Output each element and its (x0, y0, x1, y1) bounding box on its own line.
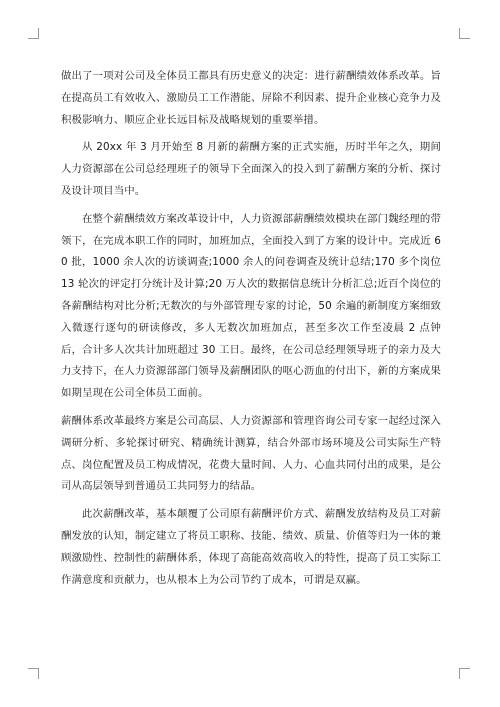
corner-mark-bottom-left (28, 668, 39, 679)
corner-mark-top-right (459, 28, 470, 39)
paragraph-4: 薪酬体系改革最终方案是公司高层、人力资源部和管理咨询公司专家一起经过深入调研分析、多轮探讨研究、精确统计测算，结合外部市场环境及公司实际生产特点、岗位配置及员工构成情况，花费大量时间、人力、心血共同付出的成果，是公司从高层领导到普通员工共同努力的结晶。 (61, 414, 441, 493)
paragraph-1: 做出了一项对公司及全体员工都具有历史意义的决定：进行薪酬绩效体系改革。旨在提高员工有效收入、激励员工工作潜能、屏除不利因素、提升企业核心竞争力及积极影响力、顺应企业长远目标及战略规划的重要举措。 (61, 70, 441, 126)
corner-mark-top-left (28, 28, 39, 39)
corner-mark-bottom-right (459, 668, 470, 679)
document-body (61, 66, 441, 597)
paragraph-2: 从 20xx 年 3 月开始至 8 月新的薪酬方案的正式实施，历时半年之久，期间人力资源部在公司总经理班子的领导下全面深入的投入到了薪酬方案的分析、探讨及设计项目当中。 (61, 141, 441, 197)
paragraph-5: 此次薪酬改革，基本颠覆了公司原有薪酬评价方式、薪酬发放结构及员工对薪酬发放的认知，制定建立了将员工职称、技能、绩效、质量、价值等归为一体的兼顾激励性、控制性的薪酬体系，体现了高能高效高收入的特性，提高了员工实际工作满意度和贡献力，也从根本上为公司节约了成本，可谓是双赢。 (61, 508, 441, 586)
paragraph-3: 在整个薪酬绩效方案改革设计中，人力资源部薪酬绩效模块在部门魏经理的带领下，在完成本职工作的同时，加班加点，全面投入到了方案的设计中。完成近 60 批，1000 余人次的访谈调查;1000 余人的问卷调查及统计总结;170 多个岗位 13 轮次的评定打分统计及计算;20 万人次的数据信息统计分析汇总;近百个岗位的各薪酬结构对比分析;无数次的与外部管理专家的讨论，50 余遍的新制度方案细致入微逐行逐句的研读修改，多人无数次加班加点，甚至多次工作至凌晨 2 点钟后，合计多人次共计加班超过 30 工日。最终，在公司总经理领导班子的亲力及大力支持下，在人力资源部部门领导及薪酬团队的呕心沥血的付出下，新的方案成果如期呈现在公司全体员工面前。 (61, 212, 441, 400)
